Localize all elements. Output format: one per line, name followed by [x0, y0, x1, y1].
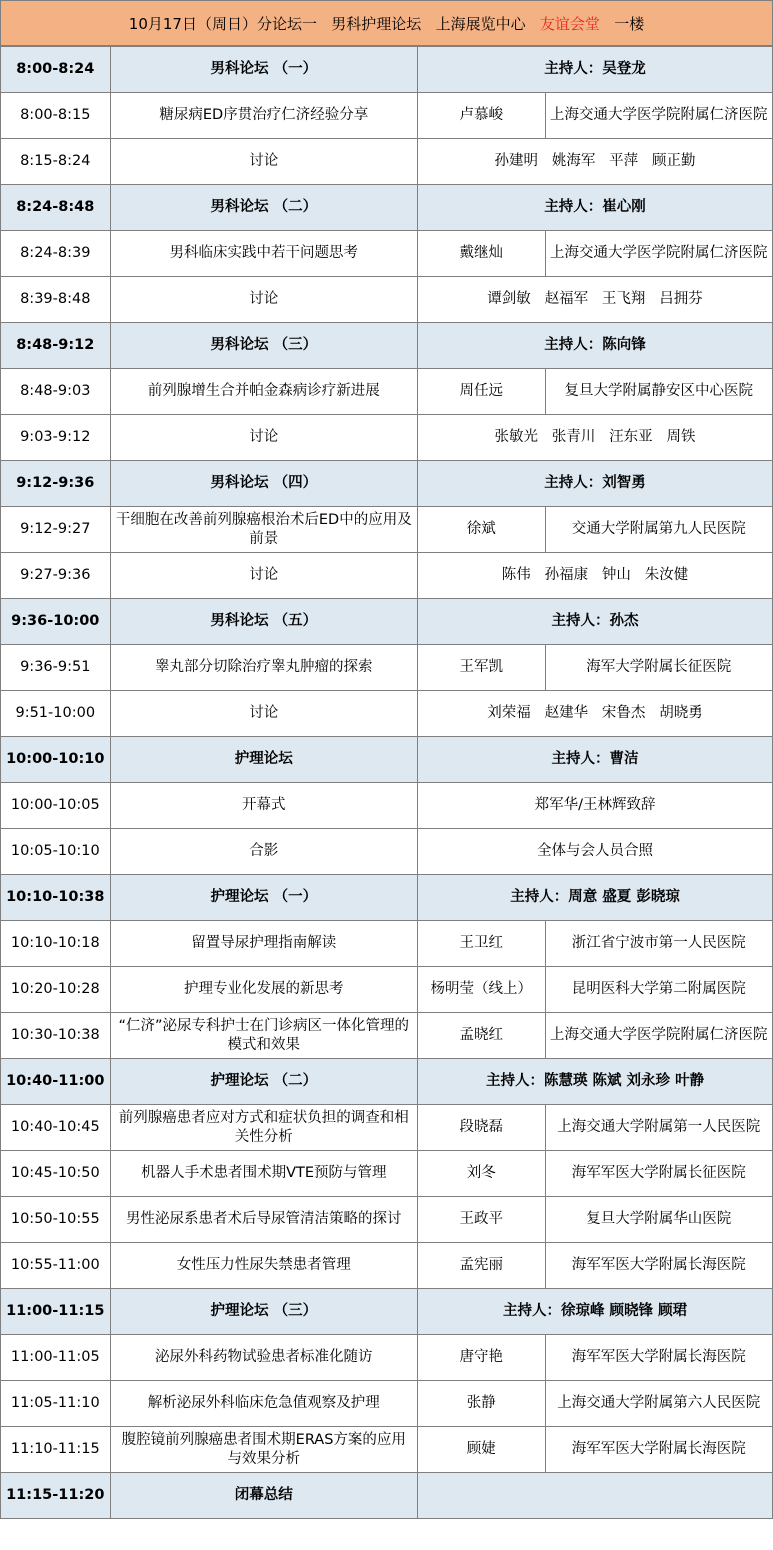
schedule-row: [1, 231, 773, 277]
item-institution: 复旦大学附属华山医院: [545, 1197, 773, 1243]
item-institution: 浙江省宁波市第一人民医院: [545, 921, 773, 967]
schedule-row: [1, 1427, 773, 1473]
item-title: 留置导尿护理指南解读: [110, 921, 418, 967]
schedule-row: [1, 139, 773, 185]
session-title: 护理论坛: [110, 737, 418, 783]
schedule-row: [1, 1151, 773, 1197]
session-host: 主持人：崔心刚: [418, 185, 773, 231]
schedule-row: [1, 1243, 773, 1289]
session-header-row: [1, 47, 773, 93]
session-time: 8:48-9:12: [1, 323, 111, 369]
item-time: 10:30-10:38: [1, 1013, 111, 1059]
session-host: 主持人：陈向锋: [418, 323, 773, 369]
header-info: 10月17日（周日）分论坛一 男科护理论坛 上海展览中心: [128, 14, 540, 33]
schedule-row: [1, 783, 773, 829]
session-host: 主持人：孙杰: [418, 599, 773, 645]
session-host: [418, 1473, 773, 1519]
session-time: 8:00-8:24: [1, 47, 111, 93]
item-speaker: 戴继灿: [418, 231, 545, 277]
item-time: 9:03-9:12: [1, 415, 111, 461]
item-speaker: 王卫红: [418, 921, 545, 967]
item-time: 9:27-9:36: [1, 553, 111, 599]
item-title: 讨论: [110, 139, 418, 185]
item-title: 机器人手术患者围术期VTE预防与管理: [110, 1151, 418, 1197]
page-header: [0, 0, 773, 46]
item-time: 8:24-8:39: [1, 231, 111, 277]
item-time: 10:55-11:00: [1, 1243, 111, 1289]
item-title: 前列腺增生合并帕金森病诊疗新进展: [110, 369, 418, 415]
item-institution: 复旦大学附属静安区中心医院: [545, 369, 773, 415]
item-institution: 海军军医大学附属长海医院: [545, 1335, 773, 1381]
session-time: 9:12-9:36: [1, 461, 111, 507]
item-time: 11:00-11:05: [1, 1335, 111, 1381]
item-time: 10:10-10:18: [1, 921, 111, 967]
item-time: 10:45-10:50: [1, 1151, 111, 1197]
item-time: 10:00-10:05: [1, 783, 111, 829]
item-discussants: 刘荣福 赵建华 宋鲁杰 胡晓勇: [418, 691, 773, 737]
item-title: 讨论: [110, 415, 418, 461]
item-discussants: 谭剑敏 赵福军 王飞翔 吕拥芬: [418, 277, 773, 323]
item-speaker: 唐守艳: [418, 1335, 545, 1381]
schedule-row: [1, 277, 773, 323]
item-title: 护理专业化发展的新思考: [110, 967, 418, 1013]
item-institution: 海军军医大学附属长征医院: [545, 1151, 773, 1197]
item-speaker: 孟宪丽: [418, 1243, 545, 1289]
item-time: 10:20-10:28: [1, 967, 111, 1013]
item-speaker: 段晓磊: [418, 1105, 545, 1151]
item-discussants: 孙建明 姚海军 平萍 顾正勤: [418, 139, 773, 185]
item-time: 9:51-10:00: [1, 691, 111, 737]
item-title: 干细胞在改善前列腺癌根治术后ED中的应用及前景: [110, 507, 418, 553]
item-speaker: 顾婕: [418, 1427, 545, 1473]
session-host: 主持人：陈慧瑛 陈斌 刘永珍 叶静: [418, 1059, 773, 1105]
session-header-row: [1, 1473, 773, 1519]
session-time: 11:15-11:20: [1, 1473, 111, 1519]
item-speaker: 刘冬: [418, 1151, 545, 1197]
session-header-row: [1, 1289, 773, 1335]
schedule-row: [1, 967, 773, 1013]
item-speaker: 徐斌: [418, 507, 545, 553]
session-title: 闭幕总结: [110, 1473, 418, 1519]
schedule-row: [1, 93, 773, 139]
session-time: 11:00-11:15: [1, 1289, 111, 1335]
schedule-row: [1, 1335, 773, 1381]
item-title: 男科临床实践中若干问题思考: [110, 231, 418, 277]
schedule-row: [1, 1381, 773, 1427]
item-institution: 上海交通大学医学院附属仁济医院: [545, 1013, 773, 1059]
item-speaker: 张静: [418, 1381, 545, 1427]
schedule-row: [1, 369, 773, 415]
item-discussants: 全体与会人员合照: [418, 829, 773, 875]
session-header-row: [1, 599, 773, 645]
session-host: 主持人：徐琼峰 顾晓锋 顾珺: [418, 1289, 773, 1335]
item-speaker: 卢慕峻: [418, 93, 545, 139]
item-institution: 上海交通大学医学院附属仁济医院: [545, 93, 773, 139]
item-title: 前列腺癌患者应对方式和症状负担的调查和相关性分析: [110, 1105, 418, 1151]
schedule-row: [1, 1105, 773, 1151]
item-institution: 交通大学附属第九人民医院: [545, 507, 773, 553]
item-time: 10:40-10:45: [1, 1105, 111, 1151]
item-title: 泌尿外科药物试验患者标准化随访: [110, 1335, 418, 1381]
session-host: 主持人：刘智勇: [418, 461, 773, 507]
schedule-row: [1, 415, 773, 461]
session-host: 主持人：周意 盛夏 彭晓琼: [418, 875, 773, 921]
item-title: 糖尿病ED序贯治疗仁济经验分享: [110, 93, 418, 139]
item-title: “仁济”泌尿专科护士在门诊病区一体化管理的模式和效果: [110, 1013, 418, 1059]
schedule-row: [1, 1013, 773, 1059]
item-speaker: 周任远: [418, 369, 545, 415]
item-title: 讨论: [110, 277, 418, 323]
item-time: 8:39-8:48: [1, 277, 111, 323]
item-time: 10:50-10:55: [1, 1197, 111, 1243]
item-institution: 昆明医科大学第二附属医院: [545, 967, 773, 1013]
session-header-row: [1, 461, 773, 507]
item-speaker: 王政平: [418, 1197, 545, 1243]
item-speaker: 杨明莹（线上）: [418, 967, 545, 1013]
item-time: 9:12-9:27: [1, 507, 111, 553]
item-institution: 上海交通大学附属第六人民医院: [545, 1381, 773, 1427]
session-header-row: [1, 323, 773, 369]
session-header-row: [1, 875, 773, 921]
item-title: 腹腔镜前列腺癌患者围术期ERAS方案的应用与效果分析: [110, 1427, 418, 1473]
item-time: 11:10-11:15: [1, 1427, 111, 1473]
item-time: 9:36-9:51: [1, 645, 111, 691]
session-title: 男科论坛 （三）: [110, 323, 418, 369]
item-time: 8:00-8:15: [1, 93, 111, 139]
session-time: 10:40-11:00: [1, 1059, 111, 1105]
item-time: 8:15-8:24: [1, 139, 111, 185]
item-institution: 上海交通大学医学院附属仁济医院: [545, 231, 773, 277]
item-discussants: 张敏光 张青川 汪东亚 周铁: [418, 415, 773, 461]
session-title: 男科论坛 （五）: [110, 599, 418, 645]
schedule-row: [1, 1197, 773, 1243]
session-host: 主持人：曹洁: [418, 737, 773, 783]
session-header-row: [1, 1059, 773, 1105]
item-discussants: 郑军华/王林辉致辞: [418, 783, 773, 829]
item-speaker: 王军凯: [418, 645, 545, 691]
session-title: 护理论坛 （三）: [110, 1289, 418, 1335]
item-title: 解析泌尿外科临床危急值观察及护理: [110, 1381, 418, 1427]
schedule-row: [1, 829, 773, 875]
item-institution: 海军军医大学附属长海医院: [545, 1243, 773, 1289]
item-title: 讨论: [110, 691, 418, 737]
session-title: 护理论坛 （一）: [110, 875, 418, 921]
item-speaker: 孟晓红: [418, 1013, 545, 1059]
schedule-row: [1, 921, 773, 967]
schedule-table: [0, 46, 773, 1519]
schedule-row: [1, 553, 773, 599]
header-floor: 一楼: [599, 14, 645, 33]
session-header-row: [1, 185, 773, 231]
item-time: 11:05-11:10: [1, 1381, 111, 1427]
session-title: 男科论坛 （一）: [110, 47, 418, 93]
item-title: 睾丸部分切除治疗睾丸肿瘤的探索: [110, 645, 418, 691]
session-host: 主持人：吴登龙: [418, 47, 773, 93]
session-time: 10:10-10:38: [1, 875, 111, 921]
item-time: 8:48-9:03: [1, 369, 111, 415]
item-institution: 海军大学附属长征医院: [545, 645, 773, 691]
schedule-row: [1, 645, 773, 691]
session-time: 8:24-8:48: [1, 185, 111, 231]
header-venue: 友谊会堂: [539, 14, 600, 33]
schedule-row: [1, 507, 773, 553]
session-header-row: [1, 737, 773, 783]
item-institution: 海军军医大学附属长海医院: [545, 1427, 773, 1473]
session-time: 9:36-10:00: [1, 599, 111, 645]
item-title: 女性压力性尿失禁患者管理: [110, 1243, 418, 1289]
item-title: 讨论: [110, 553, 418, 599]
session-time: 10:00-10:10: [1, 737, 111, 783]
item-title: 男性泌尿系患者术后导尿管清洁策略的探讨: [110, 1197, 418, 1243]
session-title: 护理论坛 （二）: [110, 1059, 418, 1105]
item-title: 合影: [110, 829, 418, 875]
item-title: 开幕式: [110, 783, 418, 829]
item-time: 10:05-10:10: [1, 829, 111, 875]
item-institution: 上海交通大学附属第一人民医院: [545, 1105, 773, 1151]
session-title: 男科论坛 （四）: [110, 461, 418, 507]
session-title: 男科论坛 （二）: [110, 185, 418, 231]
item-discussants: 陈伟 孙福康 钟山 朱汝健: [418, 553, 773, 599]
schedule-row: [1, 691, 773, 737]
